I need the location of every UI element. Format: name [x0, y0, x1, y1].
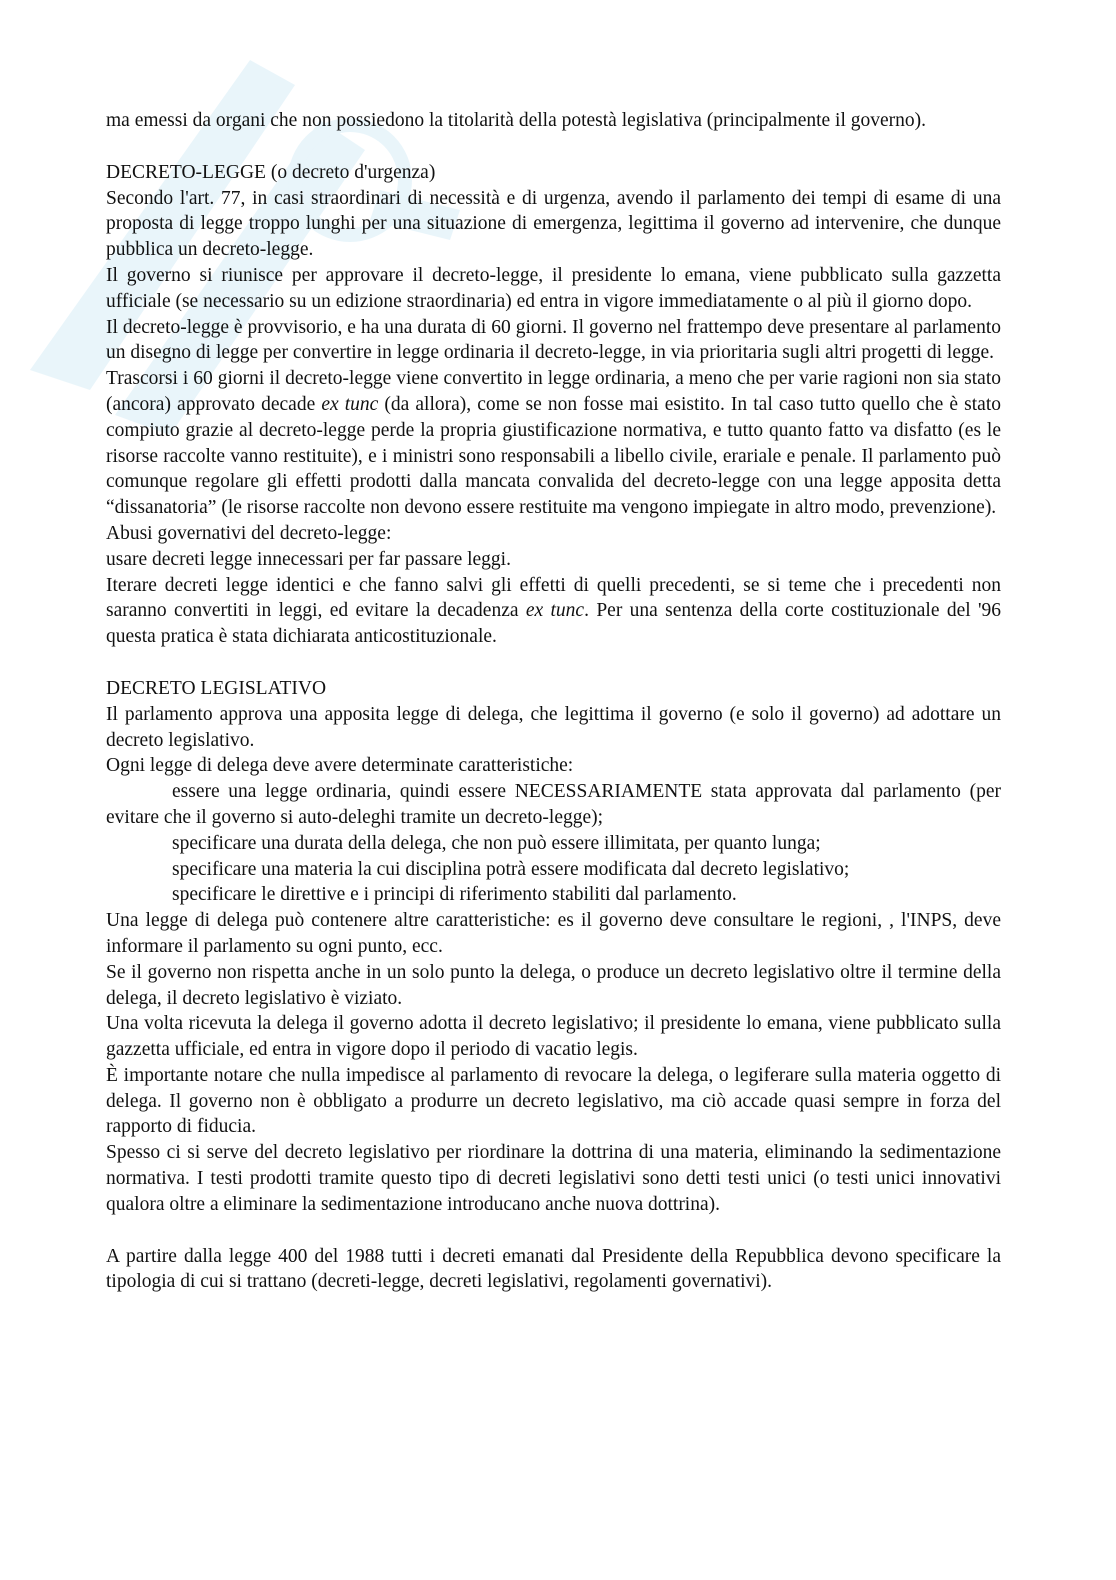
decreto-legislativo-paragraph-1: Il parlamento approva una apposita legge di delega, che legittima il governo (e solo il governo) ad adottare un decreto legislativo. — [106, 703, 1001, 751]
latin-term: ex tunc — [525, 600, 585, 622]
abuso-item-1: usare decreti legge innecessari per far passare leggi. — [106, 548, 511, 570]
decreto-legislativo-paragraph-4: Se il governo non rispetta anche in un solo punto la delega, o produce un decreto legislativo oltre il termine della delega, il decreto legislativo è viziato. — [106, 961, 1001, 1009]
decreto-legge-paragraph-2: Il governo si riunisce per approvare il decreto-legge, il presidente lo emana, viene pubblicato sulla gazzetta ufficiale (se necessario su un edizione straordinaria) ed entra in vigore immediatamente o al più il giorno dopo. — [106, 264, 1001, 312]
caratteristica-item-1: essere una legge ordinaria, quindi essere NECESSARIAMENTE stata approvata dal parlamento (per evitare che il governo si auto-deleghi tramite un decreto-legge); — [106, 781, 1001, 828]
text-run: Iterare decreti legge identici e che fanno salvi gli effetti di quelli precedenti, se si teme che i precedenti non saranno convertiti in leggi, ed evitare la decadenza — [106, 574, 1001, 622]
decreto-legge-heading: DECRETO-LEGGE (o decreto d'urgenza) — [106, 161, 436, 183]
abuso-item-2 — [106, 573, 1001, 650]
decreto-legislativo-heading: DECRETO LEGISLATIVO — [106, 677, 327, 699]
decreto-legislativo-paragraph-7: Spesso ci si serve del decreto legislativo per riordinare la dottrina di una materia, eliminando la sedimentazione normativa. I testi prodotti tramite questo tipo di decreti legislativi sono detti testi unici (o testi unici innovativi qualora oltre a eliminare la sedimentazione introducano anche nuova dottrina). — [106, 1142, 1001, 1215]
caratteristica-item-3: specificare una materia la cui disciplina potrà essere modificata dal decreto legislativo; — [172, 858, 850, 880]
section-gap — [106, 1218, 1001, 1244]
abusi-title: Abusi governativi del decreto-legge: — [106, 522, 392, 544]
decreto-legge-paragraph-1: Secondo l'art. 77, in casi straordinari di necessità e di urgenza, avendo il parlamento dei tempi di esame di una proposta di legge troppo lunghi per una situazione di emergenza, legittima il governo ad intervenire, che dunque pubblica un decreto-legge. — [106, 187, 1001, 261]
decreto-legge-paragraph-4 — [106, 366, 1001, 521]
decreto-legislativo-paragraph-6: È importante notare che nulla impedisce al parlamento di revocare la delega, o legiferare sulla materia oggetto di delega. Il governo non è obbligato a produrre un decreto legislativo, ma ciò accade quasi sempre in forza del rapporto di fiducia. — [106, 1064, 1001, 1138]
section-gap — [106, 650, 1001, 676]
decreto-legge-paragraph-3: Il decreto-legge è provvisorio, e ha una durata di 60 giorni. Il governo nel frattempo deve presentare al parlamento un disegno di legge per convertire in legge ordinaria il decreto-legge, in via prioritaria sugli altri progetti di legge. — [106, 316, 1001, 364]
decreto-legislativo-paragraph-3: Una legge di delega può contenere altre caratteristiche: es il governo deve consultare le regioni, , l'INPS, deve informare il parlamento su ogni punto, ecc. — [106, 910, 1001, 957]
caratteristica-item-4: specificare le direttive e i principi di riferimento stabiliti dal parlamento. — [172, 884, 737, 906]
decreto-legislativo-paragraph-2: Ogni legge di delega deve avere determinate caratteristiche: — [106, 755, 574, 777]
closing-paragraph: A partire dalla legge 400 del 1988 tutti i decreti emanati dal Presidente della Repubblica devono specificare la tipologia di cui si trattano (decreti-legge, decreti legislativi, regolamenti governativi). — [106, 1245, 1001, 1293]
text-run: . Per una sentenza della corte costituzionale del '96 questa pratica è stata dichiarata anticostituzionale. — [106, 600, 1001, 648]
document-page — [106, 108, 1001, 1295]
text-run: (da allora), come se non fosse mai esistito. In tal caso tutto quello che è stato compiuto grazie al decreto-legge perde la propria giustificazione normativa, e tutto quanto fatto va disfatto (es le risorse raccolte vanno restituite), e i ministri sono responsabili a libello civile, erariale e penale. Il parlamento può comunque regolare gli effetti prodotti dalla mancata convalida del decreto-legge con una legge apposita detta “dissanatoria” (le risorse raccolte non devono essere restituite ma vengono impiegate in altro modo, prevenzione). — [106, 393, 1001, 519]
latin-term: ex tunc — [321, 393, 379, 415]
decreto-legislativo-paragraph-5: Una volta ricevuta la delega il governo adotta il decreto legislativo; il presidente lo emana, viene pubblicato sulla gazzetta ufficiale, ed entra in vigore dopo il periodo di vacatio legis. — [106, 1013, 1001, 1061]
intro-paragraph: ma emessi da organi che non possiedono la titolarità della potestà legislativa (principalmente il governo). — [106, 110, 927, 131]
text-run: Trascorsi i 60 giorni il decreto-legge viene convertito in legge ordinaria, a meno che per varie ragioni non sia stato (ancora) approvato decade — [106, 368, 1001, 415]
section-gap — [106, 134, 1001, 160]
caratteristica-item-2: specificare una durata della delega, che non può essere illimitata, per quanto lunga; — [172, 832, 821, 854]
